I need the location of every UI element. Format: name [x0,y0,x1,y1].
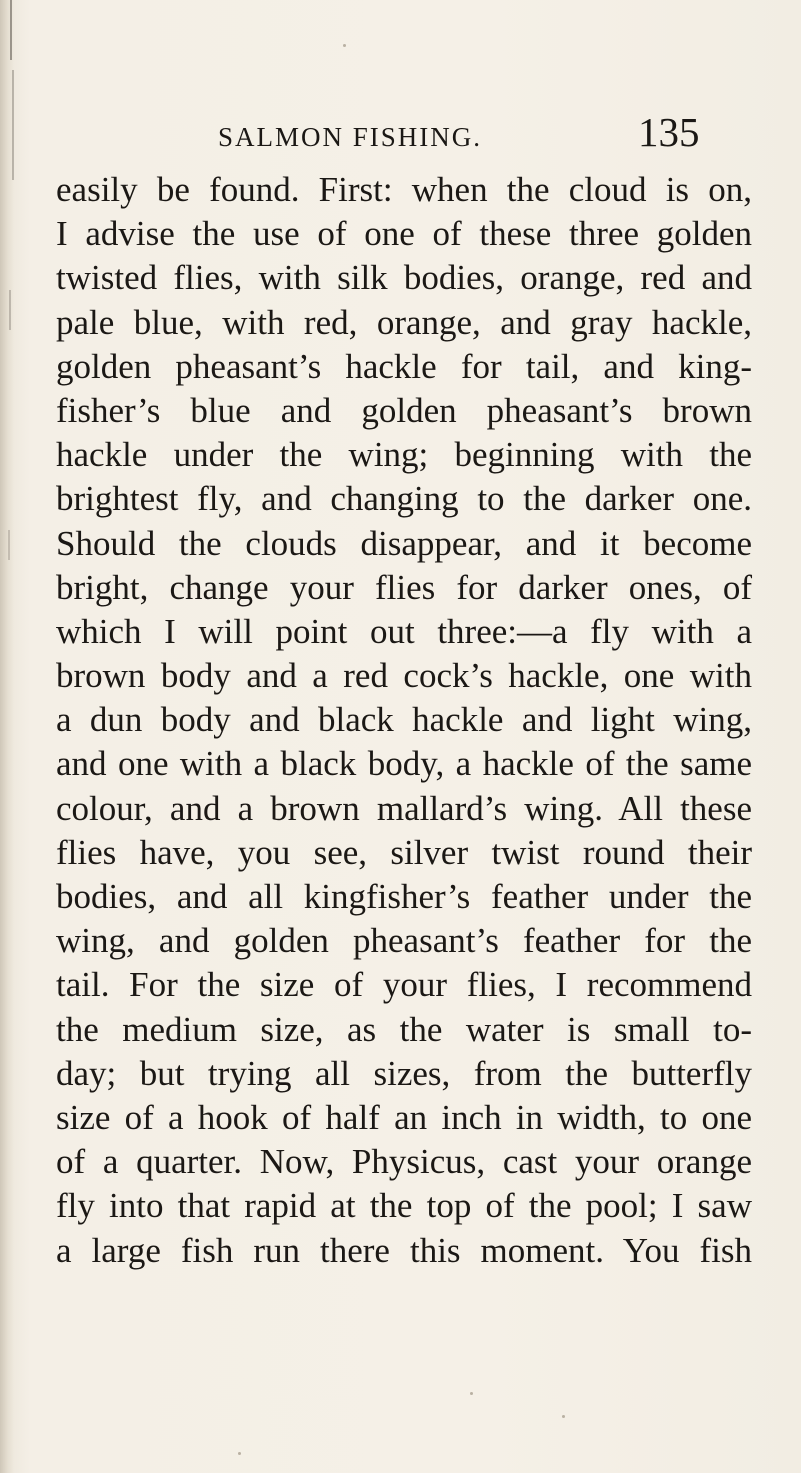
text-line: and one with a black body, a hackle of the same [56,744,752,784]
edge-mark [10,0,12,60]
text-line: golden pheasant’s hackle for tail, and king- [56,346,752,386]
text-line: wing, and golden pheasant’s feather for the [56,921,752,961]
edge-mark [9,290,11,330]
text-line: a large fish run there this moment. You fish [56,1230,752,1270]
text-line: day; but trying all sizes, from the butterfly [56,1053,752,1093]
paper-speck [470,1392,473,1395]
body-text [56,168,752,1273]
text-line: twisted flies, with silk bodies, orange, red and [56,258,752,298]
text-line: brown body and a red cock’s hackle, one with [56,656,752,696]
text-line: which I will point out three:—a fly with a [56,611,752,651]
paper-speck [343,44,346,47]
text-line: of a quarter. Now, Physicus, cast your orange [56,1142,752,1182]
text-line: a dun body and black hackle and light wing, [56,700,752,740]
text-line: flies have, you see, silver twist round their [56,832,752,872]
text-line: easily be found. First: when the cloud is on, [56,170,752,209]
text-line: size of a hook of half an inch in width, to one [56,1097,752,1137]
text-line: Should the clouds disappear, and it become [56,523,752,563]
paper-speck [562,1415,565,1418]
edge-mark [8,530,10,560]
text-line: bright, change your flies for darker ones, of [56,567,752,607]
text-line: bodies, and all kingfisher’s feather under the [56,877,752,916]
text-line: hackle under the wing; beginning with the [56,435,752,475]
text-line: the medium size, as the water is small to- [56,1009,752,1049]
text-line: colour, and a brown mallard’s wing. All these [56,788,752,828]
gutter-shadow [0,0,14,1473]
text-line: tail. For the size of your flies, I recommend [56,965,752,1005]
text-line: pale blue, with red, orange, and gray hackle, [56,302,752,342]
text-line: fly into that rapid at the top of the pool; I saw [56,1186,752,1226]
paper-speck [238,1452,241,1455]
text-line: I advise the use of one of these three golden [56,214,752,254]
running-head: SALMON FISHING. [218,122,483,152]
page-number: 135 [638,109,700,155]
text-line: brightest fly, and changing to the darker one. [56,479,752,519]
page-header [0,108,801,168]
text-line: fisher’s blue and golden pheasant’s brown [56,390,752,430]
